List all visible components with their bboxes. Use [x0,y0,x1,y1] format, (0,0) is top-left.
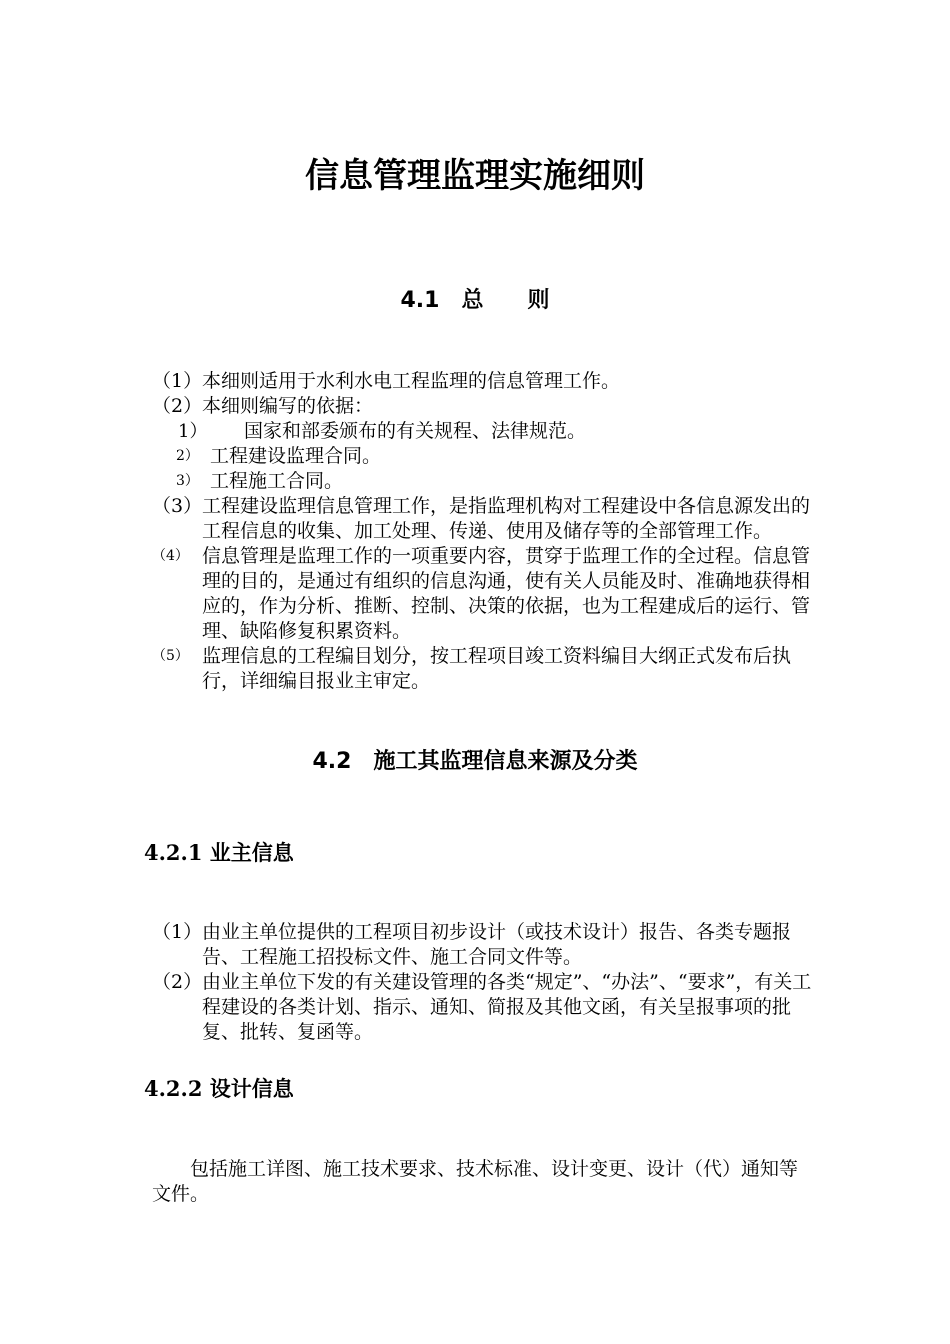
sub-item-label: 2） [176,448,199,464]
sub-item-label: 1） [178,421,208,442]
sub-list-item [152,444,812,469]
item-label: （1） [152,921,203,943]
list-item [152,394,812,419]
list-item [152,644,812,694]
section-4-2-heading: 4.2 施工其监理信息来源及分类 [312,749,638,774]
sub-item-text: 国家和部委颁布的有关规程、法律规范。 [244,420,587,442]
item-label: （4） [152,548,189,564]
section-4-1-heading: 4.1 总 则 [400,288,550,313]
list-item [152,544,812,644]
item-text: 由业主单位提供的工程项目初步设计（或技术设计）报告、各类专题报告、工程施工招投标文件、施工合同文件等。 [202,921,792,968]
list-item [152,369,812,394]
item-label: （2） [152,971,203,993]
list-item [152,970,812,1045]
item-text: 信息管理是监理工作的一项重要内容，贯穿于监理工作的全过程。信息管理的目的，是通过有组织的信息沟通，使有关人员能及时、准确地获得相应的，作为分析、推断、控制、决策的依据，也为工程建成后的运行、管理、缺陷修复积累资料。 [202,545,811,642]
sub-item-text: 工程施工合同。 [210,470,344,492]
section-4-2-1-heading: 4.2.1 业主信息 [144,840,294,865]
section-4-2-2-body: 包括施工详图、施工技术要求、技术标准、设计变更、设计（代）通知等文件。 [152,1158,799,1205]
list-item [152,920,812,970]
sub-list-item [152,419,812,444]
item-label: （5） [152,648,189,664]
item-text: 本细则编写的依据： [202,395,374,417]
item-text: 本细则适用于水利水电工程监理的信息管理工作。 [202,370,621,392]
list-item [152,494,812,544]
item-label: （1） [152,370,203,392]
sub-list-item [152,469,812,494]
sub-item-text: 工程建设监理合同。 [210,445,382,467]
item-text: 工程建设监理信息管理工作，是指监理机构对工程建设中各信息源发出的工程信息的收集、加工处理、传递、使用及储存等的全部管理工作。 [202,495,811,542]
section-4-2-2-heading: 4.2.2 设计信息 [144,1076,294,1101]
item-label: （3） [152,495,203,517]
section-4-2-1-body [152,920,812,1045]
item-label: （2） [152,395,203,417]
item-text: 监理信息的工程编目划分，按工程项目竣工资料编目大纲正式发布后执行，详细编目报业主审定。 [202,645,792,692]
item-text: 由业主单位下发的有关建设管理的各类“规定”、“办法”、“要求”，有关工程建设的各类计划、指示、通知、简报及其他文函，有关呈报事项的批复、批转、复函等。 [202,971,812,1043]
section-4-1-body [152,369,812,694]
sub-item-label: 3） [176,473,199,489]
document-title: 信息管理监理实施细则 [305,156,645,196]
